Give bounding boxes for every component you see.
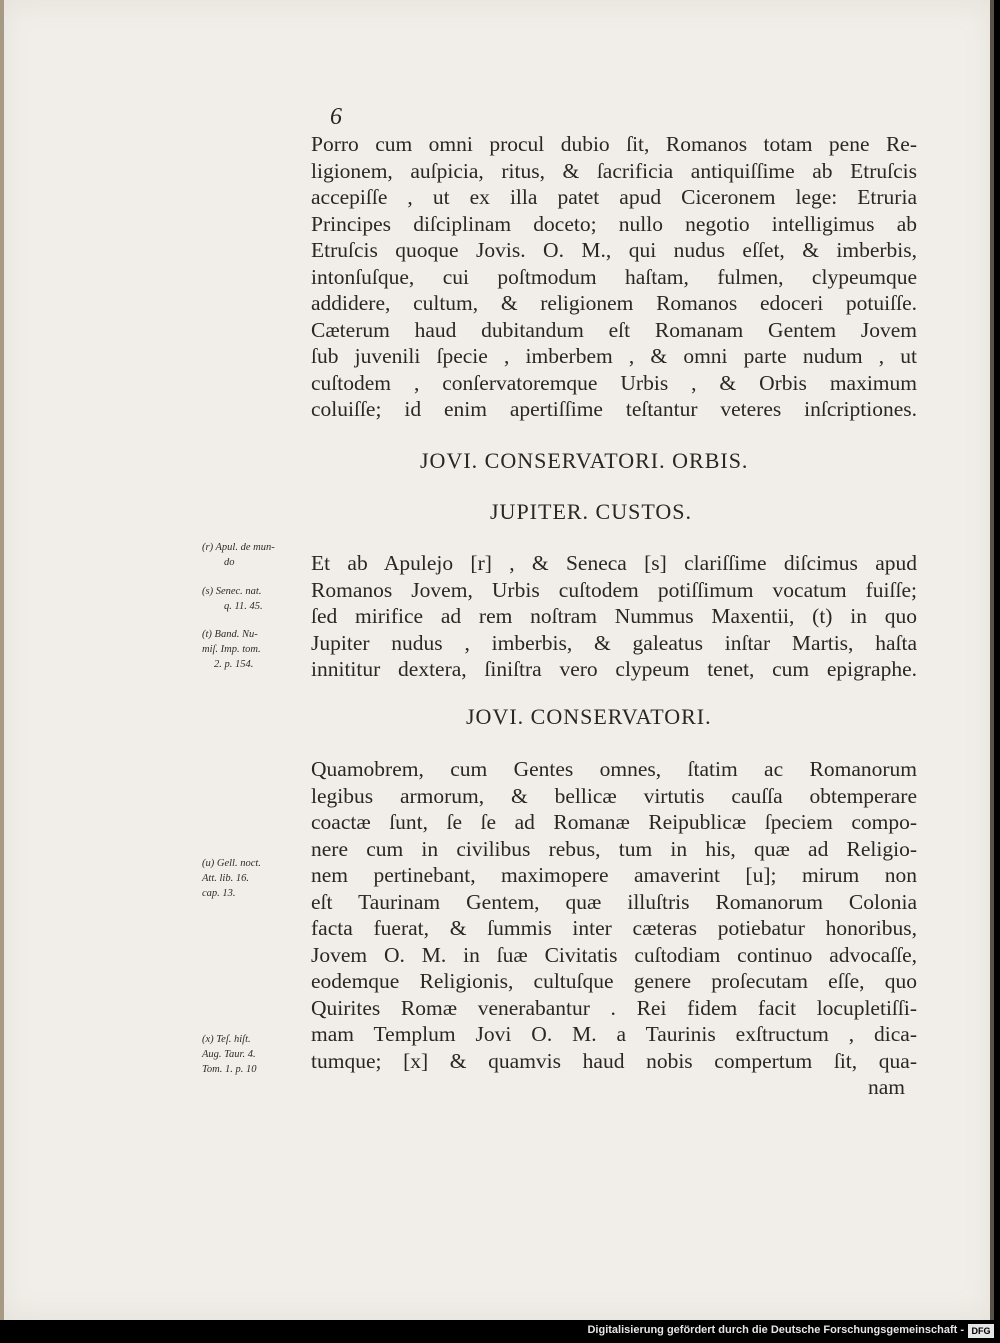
text-line: coluiſſe; id enim apertiſſime teſtantur veteres inſcriptiones.	[311, 397, 917, 421]
note-line: do	[224, 557, 235, 568]
note-line: (r) Apul. de mun-	[202, 542, 275, 553]
text-line: eodemque Religionis, cultuſque genere proſecutam eſſe, quo	[311, 969, 917, 993]
text-line: coactæ ſunt, ſe ſe ad Romanæ Reipublicæ ſpeciem compo-	[311, 810, 917, 834]
text-line: Quirites Romæ venerabantur . Rei fidem facit locupletiſſi-	[311, 995, 917, 1020]
text-line: Jovem O. M. in ſuæ Civitatis cuſtodiam continuo advocaſſe,	[311, 942, 917, 967]
funding-notice: Digitalisierung gefördert durch die Deutsche Forschungsgemeinschaft -	[587, 1324, 964, 1336]
note-line: miſ. Imp. tom.	[202, 644, 261, 655]
text-line: facta fuerat, & ſummis inter cæteras potiebatur honoribus,	[311, 916, 917, 940]
margin-note-x	[202, 1032, 308, 1077]
note-line: Att. lib. 16.	[202, 873, 249, 884]
note-line: (x) Teſ. hiſt.	[202, 1034, 251, 1045]
text-line: cuſtodem , conſervatoremque Urbis , & Orbis maximum	[311, 370, 917, 395]
margin-note-r	[202, 540, 308, 570]
text-line: eſt Taurinam Gentem, quæ illuſtris Romanorum Colonia	[311, 889, 917, 914]
text-line: Jupiter nudus , imberbis, & galeatus inſtar Martis, haſta	[311, 630, 917, 655]
heading-jovi-conservatori-orbis: JOVI. CONSERVATORI. ORBIS.	[420, 448, 749, 473]
note-line: (t) Band. Nu-	[202, 629, 258, 640]
text-line: Et ab Apulejo [r] , & Seneca [s] clariſſime diſcimus apud	[311, 551, 917, 575]
text-line: innititur dextera, ſiniſtra vero clypeum tenet, cum epigraphe.	[311, 657, 917, 681]
text-line: ligionem, auſpicia, ritus, & ſacrificia antiquiſſime ab Etruſcis	[311, 158, 917, 183]
note-line: (u) Gell. noct.	[202, 858, 261, 869]
dfg-logo: DFG	[968, 1324, 994, 1338]
margin-note-t	[202, 627, 308, 672]
text-line: tumque; [x] & quamvis haud nobis compertum ſit, qua-	[311, 1048, 917, 1073]
text-line: accepiſſe , ut ex illa patet apud Ciceronem lege: Etruria	[311, 185, 917, 209]
note-line: cap. 13.	[202, 888, 236, 899]
heading-jovi-conservatori: JOVI. CONSERVATORI.	[466, 704, 712, 729]
page-edge-left	[0, 0, 4, 1320]
text-line: Cæterum haud dubitandum eſt Romanam Gentem Jovem	[311, 317, 917, 342]
text-line: legibus armorum, & bellicæ virtutis cauſſa obtemperare	[311, 783, 917, 808]
catchword: nam	[867, 1075, 905, 1099]
note-line: (s) Senec. nat.	[202, 586, 262, 597]
paragraph-1	[311, 131, 917, 423]
note-line: Aug. Taur. 4.	[202, 1049, 256, 1060]
margin-note-s	[202, 584, 308, 614]
text-line: ſub juvenili ſpecie , imberbem , & omni parte nudum , ut	[311, 344, 917, 368]
heading-jupiter-custos: JUPITER. CUSTOS.	[490, 499, 693, 524]
text-line: Romanos Jovem, Urbis cuſtodem potiſſimum vocatum fuiſſe;	[311, 577, 917, 602]
note-line: Tom. 1. p. 10	[202, 1064, 257, 1075]
margin-note-u	[202, 856, 308, 901]
text-line: Quamobrem, cum Gentes omnes, ſtatim ac Romanorum	[311, 757, 917, 781]
paragraph-2	[311, 550, 917, 683]
text-line: Principes diſciplinam doceto; nullo negotio intelligimus ab	[311, 211, 917, 236]
text-line: ſed mirifice ad rem noſtram Nummus Maxentii, (t) in quo	[311, 604, 917, 628]
text-line: addidere, cultum, & religionem Romanos edoceri potuiſſe.	[311, 291, 917, 315]
text-line: nere cum in civilibus rebus, tum in his, quæ ad Religio-	[311, 836, 917, 861]
digitization-footer	[0, 1320, 1000, 1343]
page-edge-right	[990, 0, 994, 1320]
text-line: nem pertinebant, maximopere amaverint [u]; mirum non	[311, 863, 917, 887]
text-line: Porro cum omni procul dubio ſit, Romanos totam pene Re-	[311, 132, 917, 156]
text-line: intonſuſque, cui poſtmodum haſtam, fulmen, clypeumque	[311, 264, 917, 289]
text-line: mam Templum Jovi O. M. a Taurinis exſtructum , dica-	[311, 1022, 917, 1046]
text-line: Etruſcis quoque Jovis. O. M., qui nudus eſſet, & imberbis,	[311, 238, 917, 262]
note-line: 2. p. 154.	[214, 659, 254, 670]
paragraph-3	[311, 756, 917, 1101]
note-line: q. 11. 45.	[224, 601, 263, 612]
page-number: 6	[330, 104, 342, 130]
